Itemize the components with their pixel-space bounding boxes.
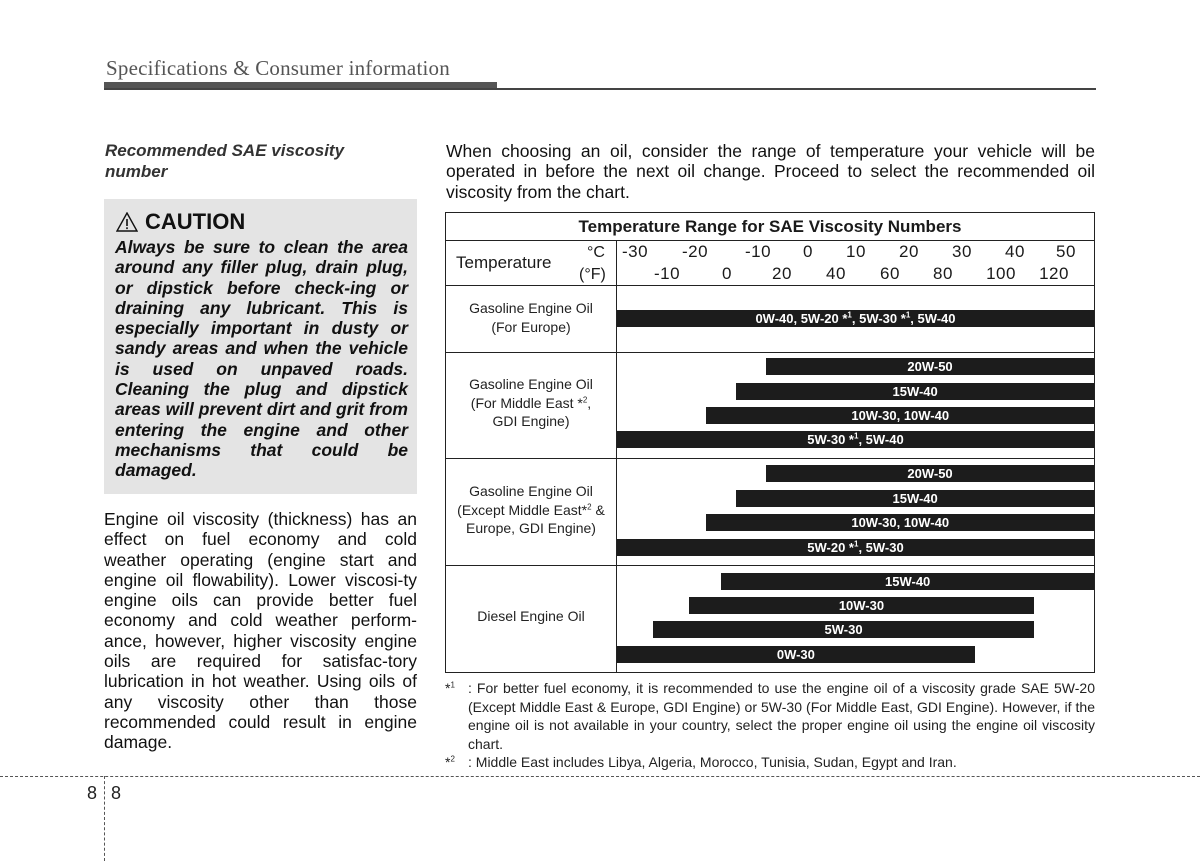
caution-title-text: CAUTION [145, 209, 246, 234]
footnote [445, 679, 1095, 753]
viscosity-range-bar: 20W-50 [766, 358, 1094, 375]
oil-type-label: Diesel Engine Oil [477, 608, 585, 624]
chart-row-divider [446, 285, 1094, 286]
viscosity-range-bar: 15W-40 [736, 383, 1094, 400]
viscosity-range-bar: 15W-40 [736, 490, 1094, 507]
header-rule [104, 88, 1096, 90]
warning-triangle-icon [116, 212, 138, 232]
viscosity-range-bar: 0W-30 [617, 646, 975, 663]
fahrenheit-tick-label: 120 [1039, 264, 1069, 283]
fahrenheit-tick-label: 60 [880, 264, 900, 283]
footnote [445, 753, 1095, 772]
viscosity-range-bar: 5W-20 *$^1$, 5W-30 [617, 539, 1094, 556]
celsius-tick-label: 30 [952, 242, 972, 261]
temperature-label: Temperature [456, 253, 552, 272]
celsius-tick-label: -30 [621, 242, 649, 261]
viscosity-chart [445, 212, 1095, 673]
chart-divider [616, 241, 617, 672]
viscosity-range-bar: 10W-30, 10W-40 [706, 514, 1094, 531]
celsius-tick-label: 20 [899, 242, 919, 261]
chart-row-divider [446, 565, 1094, 566]
fahrenheit-tick-label: 0 [722, 264, 732, 283]
oil-type-label: Gasoline Engine Oil (For Europe) [469, 300, 593, 335]
celsius-tick-label: 10 [846, 242, 866, 261]
fahrenheit-tick-label: -10 [653, 264, 681, 283]
footnote-marker: *$^1$ [445, 680, 455, 696]
viscosity-range-bar: 10W-30 [689, 597, 1035, 614]
fahrenheit-tick-label: 100 [986, 264, 1016, 283]
footnotes [445, 679, 1095, 772]
oil-type-label: Gasoline Engine Oil (Except Middle East*$^2$ & Europe, GDI Engine) [457, 483, 605, 536]
fahrenheit-tick-label: 40 [826, 264, 846, 283]
celsius-tick-label: -20 [681, 242, 709, 261]
caution-box [104, 199, 417, 494]
celsius-tick-label: 0 [803, 242, 813, 261]
chart-row-divider [446, 352, 1094, 353]
footnote-text: : Middle East includes Libya, Algeria, Morocco, Tunisia, Sudan, Egypt and Iran. [468, 754, 957, 771]
caution-text: Always be sure to clean the area around any filler plug, drain plug, or dipstick before check-ing or draining any lubricant. This is especially important in dusty or sandy areas and when the vehicle is used on unpaved roads. Cleaning the plug and dipstick areas will prevent dirt and grit from entering the engine and other mechanisms that could be damaged. [115, 237, 408, 481]
viscosity-range-bar: 10W-30, 10W-40 [706, 407, 1094, 424]
chapter-number: 8 [87, 783, 98, 803]
viscosity-range-bar: 0W-40, 5W-20 *$^1$, 5W-30 *$^1$, 5W-40 [617, 310, 1094, 327]
viscosity-paragraph: Engine oil viscosity (thickness) has an effect on fuel economy and cold weather operating (engine start and engine oil flowability). Lower viscosi-ty engine oils can provide better fuel economy and cold weather perform-ance, however, higher viscosity engine oils are required for satisfac-tory lubrication in hot weather. Using oils of any viscosity other than those recommended could result in engine damage. [104, 509, 417, 753]
footer-dashed-divider [104, 776, 105, 861]
fahrenheit-tick-label: 80 [933, 264, 953, 283]
viscosity-range-bar: 15W-40 [721, 573, 1094, 590]
viscosity-range-bar: 5W-30 *$^1$, 5W-40 [617, 431, 1094, 448]
footnote-text: : For better fuel economy, it is recommended to use the engine oil of a viscosity grade SAE 5W-20 (Except Middle East & Europe, GDI Engine) or 5W-30 (For Middle East, GDI Engine). However, if the engine oil is not available in your country, select the proper engine oil using the engine oil viscosity chart. [468, 680, 1095, 752]
fahrenheit-unit: (°F) [579, 266, 606, 283]
footer-dashed-rule [0, 776, 1200, 777]
viscosity-range-bar: 5W-30 [653, 621, 1035, 638]
celsius-tick-label: 40 [1005, 242, 1025, 261]
page-number: 8 [111, 783, 122, 803]
viscosity-range-bar: 20W-50 [766, 465, 1094, 482]
intro-paragraph: When choosing an oil, consider the range of temperature your vehicle will be operated in before the next oil change. Proceed to select the recommended oil viscosity from the chart. [446, 141, 1095, 202]
celsius-tick-label: -10 [744, 242, 772, 261]
chart-row-divider [446, 458, 1094, 459]
section-heading: Recommended SAE viscosity number [105, 141, 345, 181]
celsius-tick-label: 50 [1056, 242, 1076, 261]
caution-title [116, 209, 245, 235]
footnote-marker: *$^2$ [445, 754, 455, 771]
oil-type-label: Gasoline Engine Oil (For Middle East *$^2$, GDI Engine) [469, 376, 593, 429]
fahrenheit-tick-label: 20 [772, 264, 792, 283]
celsius-unit: °C [587, 244, 605, 261]
chart-title: Temperature Range for SAE Viscosity Numbers [446, 213, 1094, 241]
page-header-title: Specifications & Consumer information [106, 56, 450, 80]
